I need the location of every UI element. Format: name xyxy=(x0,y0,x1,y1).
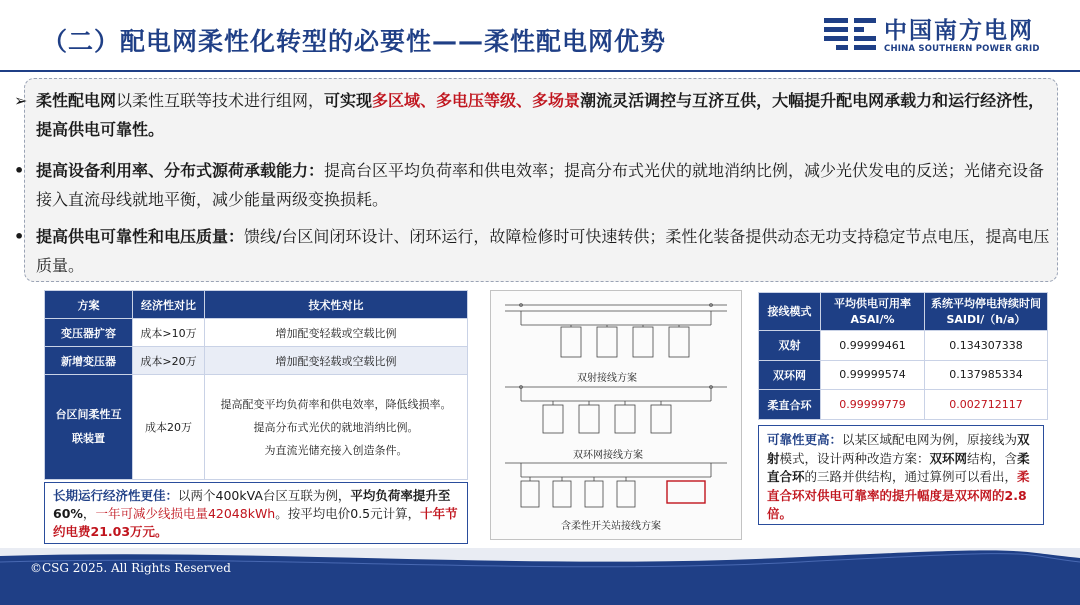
footer-wave-icon xyxy=(0,548,1080,605)
table-row xyxy=(759,390,1048,420)
page-title: （二）配电网柔性化转型的必要性——柔性配电网优势 xyxy=(42,27,667,56)
note-emphasis: 平均负荷率提升至60% xyxy=(53,488,451,521)
table-cell: 成本>10万 xyxy=(133,319,205,347)
tech-point: 提高分布式光伏的就地消纳比例。 xyxy=(253,420,419,434)
table-row xyxy=(759,360,1048,390)
bullet-text: 馈线/台区间闭环设计、闭环运行，故障检修时可快速转供；柔性化装备提供动态无功支持稳定节点电压，提高电压质量。 xyxy=(36,227,1050,275)
scheme-label: 含柔性开关站接线方案 xyxy=(561,521,661,532)
table-header: 技术性对比 xyxy=(205,291,468,319)
tech-point: 提高配变平均负荷率和供电效率，降低线损率。 xyxy=(220,397,452,411)
row-label: 柔直合环 xyxy=(759,390,821,420)
scheme-label: 双环网接线方案 xyxy=(573,450,643,461)
intro-paragraph xyxy=(14,86,1052,144)
bullet-heading: 提高供电可靠性和电压质量： xyxy=(36,227,245,246)
note-highlight: 一年可减少线损电量42048kWh xyxy=(95,506,276,521)
table-cell xyxy=(205,375,468,480)
tech-point: 为直流光储充接入创造条件。 xyxy=(264,443,408,457)
comparison-table xyxy=(44,290,468,480)
logo-mark-icon xyxy=(822,14,878,54)
table-row xyxy=(759,331,1048,361)
note-text: ， xyxy=(82,506,96,521)
note-highlight: 十年节约电费21.03万元。 xyxy=(53,506,458,539)
bullet-text: 提高台区平均负荷率和供电效率；提高分布式光伏的就地消纳比例，减少光伏发电的反送；光储充设备接入直流母线就地平衡，减少能量两级变换损耗。 xyxy=(36,161,1045,209)
table-header: 方案 xyxy=(45,291,133,319)
footer-bar xyxy=(0,548,1080,605)
table-header: 经济性对比 xyxy=(133,291,205,319)
note-text: 结构，含 xyxy=(967,450,1018,466)
note-text: 。按平均电价0.5元计算， xyxy=(275,506,421,521)
table-cell: 0.99999461 xyxy=(821,331,925,361)
table-cell: 0.99999574 xyxy=(821,360,925,390)
row-label: 双射 xyxy=(759,331,821,361)
note-emphasis: 双射 xyxy=(767,432,1030,466)
note-text: 以某区域配电网为例，原接线为 xyxy=(842,432,1018,447)
table-cell: 增加配变轻载或空载比例 xyxy=(205,319,468,347)
bullet-item xyxy=(14,156,1052,214)
table-header: 接线模式 xyxy=(759,293,821,331)
economy-note xyxy=(44,482,468,544)
intro-conclusion: 潮流灵活调控与互济互供，大幅提升配电网承载力和运行经济性，提高供电可靠性。 xyxy=(36,91,1045,139)
row-label: 新增变压器 xyxy=(45,347,133,375)
row-label: 双环网 xyxy=(759,360,821,390)
row-label: 台区间柔性互联装置 xyxy=(45,375,133,480)
logo-text-en: CHINA SOUTHERN POWER GRID xyxy=(884,44,1040,54)
table-cell: 0.002712117 xyxy=(925,390,1048,420)
table-cell: 0.99999779 xyxy=(821,390,925,420)
arrow-bullet-icon: ➢ xyxy=(14,91,28,110)
intro-term: 柔性配电网 xyxy=(36,91,117,110)
bullet-dot: • xyxy=(14,161,25,180)
bullet-heading: 提高设备利用率、分布式源荷承载能力： xyxy=(36,161,325,180)
note-text: 模式，设计两种改造方案： xyxy=(779,450,930,466)
note-highlight: 柔直合环对供电可靠率的提升幅度是双环网的2.8倍。 xyxy=(767,469,1030,521)
table-row xyxy=(45,375,468,480)
table-cell: 0.137985334 xyxy=(925,360,1048,390)
scheme-label: 双射接线方案 xyxy=(577,373,637,384)
table-cell: 成本>20万 xyxy=(133,347,205,375)
note-emphasis: 柔直合环 xyxy=(767,450,1030,484)
title-underline xyxy=(0,70,1080,72)
note-text: 以两个400kVA台区互联为例， xyxy=(178,488,351,503)
wiring-diagrams xyxy=(490,290,742,540)
table-cell: 成本20万 xyxy=(133,375,205,480)
table-row xyxy=(45,347,468,375)
company-logo xyxy=(822,12,1062,60)
row-label: 变压器扩容 xyxy=(45,319,133,347)
copyright-text: ©CSG 2025. All Rights Reserved xyxy=(30,561,231,575)
intro-highlight: 多区域、多电压等级、多场景 xyxy=(372,91,581,110)
note-heading: 可靠性更高： xyxy=(767,432,843,447)
table-cell: 增加配变轻载或空载比例 xyxy=(205,347,468,375)
note-text: 的三路并供结构，通过算例可以看出， xyxy=(804,469,1018,484)
table-cell: 0.134307338 xyxy=(925,331,1048,361)
intro-text: 以柔性互联等技术进行组网， xyxy=(116,91,325,110)
table-row xyxy=(45,319,468,347)
table-header: 平均供电可用率ASAI/% xyxy=(821,293,925,331)
note-emphasis: 双环网 xyxy=(929,450,968,466)
reliability-table xyxy=(758,292,1048,420)
wiring-schematic-icon xyxy=(491,291,741,539)
intro-text-bold: 可实现 xyxy=(324,91,373,110)
note-heading: 长期运行经济性更佳： xyxy=(53,488,179,503)
table-header: 系统平均停电持续时间SAIDI/（h/a） xyxy=(925,293,1048,331)
bullet-item xyxy=(14,222,1052,280)
bullet-dot: • xyxy=(14,227,25,246)
logo-text-cn: 中国南方电网 xyxy=(884,18,1034,44)
reliability-note xyxy=(758,425,1044,525)
